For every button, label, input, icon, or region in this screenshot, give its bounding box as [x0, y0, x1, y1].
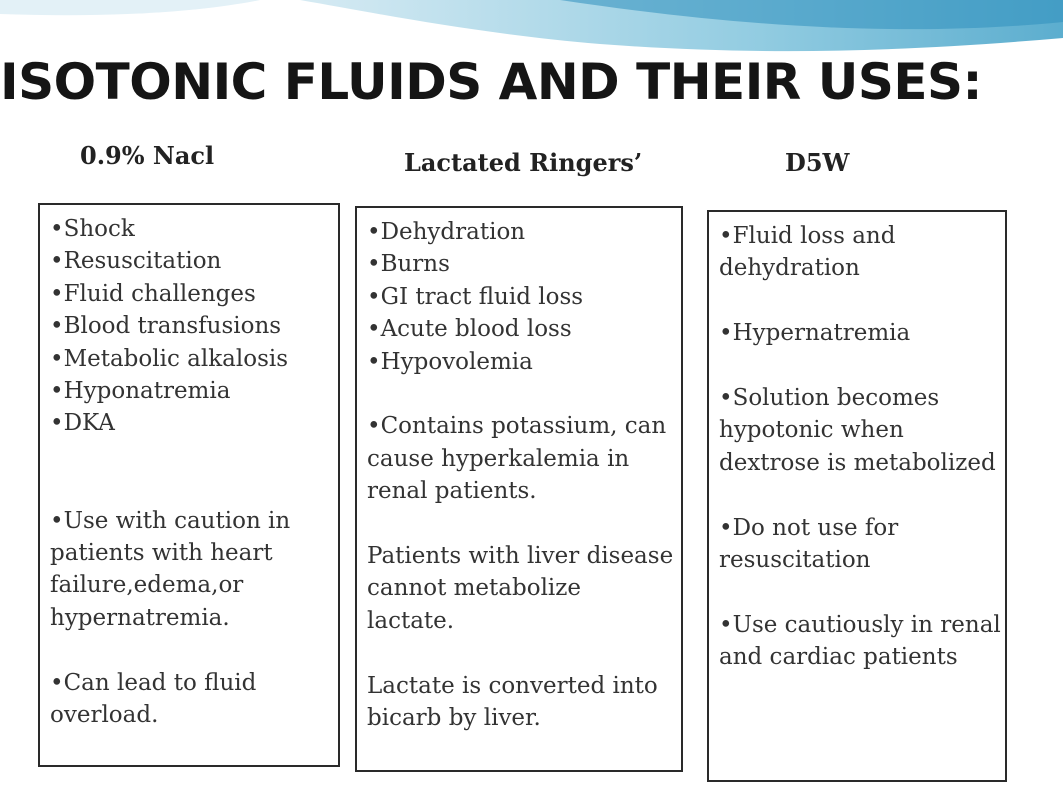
list-item: •Hypovolemia [367, 348, 533, 375]
list-item: •Metabolic alkalosis [50, 345, 289, 372]
note-text: bicarb by liver. [367, 705, 541, 732]
note-text: hypotonic when [719, 417, 904, 444]
caution-text: hypernatremia. [50, 604, 230, 631]
page-title: ISOTONIC FLUIDS AND THEIR USES: [0, 53, 982, 111]
list-item: •Burns [367, 251, 450, 278]
list-item: •GI tract fluid loss [367, 283, 584, 310]
list-item: •Acute blood loss [367, 316, 572, 343]
column-heading-nacl: 0.9% Nacl [80, 141, 215, 170]
caution-text: patients with heart [50, 540, 273, 567]
note-text: cannot metabolize [367, 575, 582, 602]
list-item: •Fluid loss and [719, 223, 896, 249]
note-text: Lactate is converted into [367, 672, 658, 699]
list-item: •Resuscitation [50, 248, 222, 275]
list-item: •Dehydration [367, 219, 526, 245]
caution-text: overload. [50, 702, 159, 729]
caution-text: •Use with caution in [50, 507, 291, 534]
note-text: resuscitation [719, 547, 871, 574]
nacl-uses-box [38, 203, 340, 767]
list-item: •Hypernatremia [719, 320, 911, 347]
note-text: lactate. [367, 607, 455, 634]
column-heading-lactated-ringers: Lactated Ringers’ [404, 148, 643, 177]
note-text: renal patients. [367, 478, 537, 505]
lactated-ringers-uses-box [355, 206, 683, 772]
note-text: •Contains potassium, can [367, 413, 667, 440]
column-heading-d5w: D5W [785, 148, 850, 177]
note-text: and cardiac patients [719, 644, 958, 671]
list-item: •DKA [50, 410, 115, 437]
caution-text: failure,edema,or [50, 572, 244, 599]
header-wave-decoration [0, 0, 1063, 60]
note-text: cause hyperkalemia in [367, 445, 630, 472]
note-text: •Do not use for [719, 514, 899, 541]
list-item: •Fluid challenges [50, 280, 256, 307]
caution-text: •Can lead to fluid [50, 669, 257, 696]
list-item: dehydration [719, 255, 860, 282]
d5w-uses-box [707, 210, 1007, 782]
note-text: •Use cautiously in renal [719, 611, 1001, 638]
note-text: Patients with liver disease [367, 543, 674, 570]
note-text: dextrose is metabolized [719, 449, 996, 476]
list-item: •Shock [50, 216, 135, 242]
list-item: •Hyponatremia [50, 378, 231, 405]
note-text: •Solution becomes [719, 385, 940, 411]
list-item: •Blood transfusions [50, 313, 282, 340]
